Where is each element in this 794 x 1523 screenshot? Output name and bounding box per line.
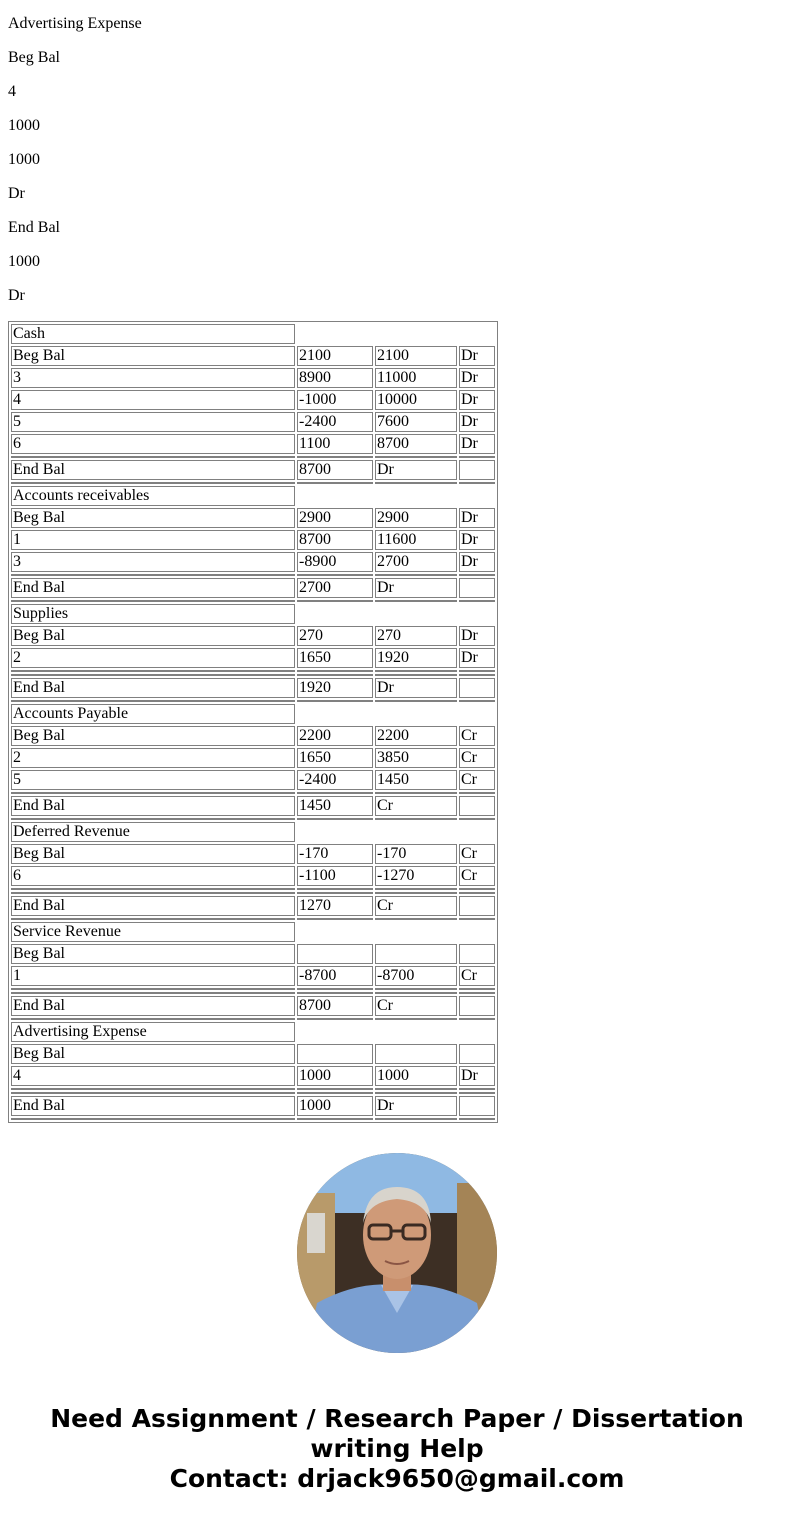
entry-balance-cell: 2200 xyxy=(375,726,457,746)
entry-balance-cell: 2900 xyxy=(375,508,457,528)
ledger-row xyxy=(11,390,495,410)
end-balance-row xyxy=(11,996,495,1016)
entry-balance-cell: -1270 xyxy=(375,866,457,886)
separator-cell xyxy=(297,888,373,890)
entry-side-cell: Cr xyxy=(459,966,495,986)
separator-cell xyxy=(297,992,373,994)
ledger-row xyxy=(11,748,495,768)
footer-line-1: Need Assignment / Research Paper / Dissertation xyxy=(50,1404,744,1433)
entry-side-cell xyxy=(459,1044,495,1064)
separator-row xyxy=(11,482,495,484)
separator-cell xyxy=(11,482,295,484)
ledger-row xyxy=(11,944,495,964)
separator-row xyxy=(11,892,495,894)
entry-side-cell: Dr xyxy=(459,346,495,366)
separator-row xyxy=(11,818,495,820)
account-title-row xyxy=(11,822,495,842)
separator-cell xyxy=(459,988,495,990)
intro-entry-amount: 1000 xyxy=(8,117,40,134)
separator-cell xyxy=(11,1088,295,1090)
end-balance-row xyxy=(11,1096,495,1116)
separator-cell xyxy=(297,892,373,894)
separator-cell xyxy=(297,600,373,602)
intro-end-amount: 1000 xyxy=(8,253,40,270)
separator-cell xyxy=(11,1118,295,1120)
end-amount-cell: 1270 xyxy=(297,896,373,916)
separator-cell xyxy=(297,818,373,820)
separator-cell xyxy=(375,888,457,890)
title-filler xyxy=(297,324,495,344)
separator-cell xyxy=(375,992,457,994)
separator-cell xyxy=(375,482,457,484)
separator-cell xyxy=(459,888,495,890)
ledger-row xyxy=(11,726,495,746)
separator-row xyxy=(11,670,495,672)
separator-cell xyxy=(11,892,295,894)
separator-cell xyxy=(459,600,495,602)
entry-side-cell: Dr xyxy=(459,412,495,432)
separator-cell xyxy=(459,674,495,676)
ledger-row xyxy=(11,508,495,528)
entry-balance-cell: 11000 xyxy=(375,368,457,388)
separator-cell xyxy=(459,792,495,794)
entry-amount-cell: 1650 xyxy=(297,648,373,668)
separator-cell xyxy=(11,600,295,602)
separator-cell xyxy=(375,792,457,794)
entry-ref-cell: Beg Bal xyxy=(11,508,295,528)
entry-amount-cell xyxy=(297,1044,373,1064)
entry-amount-cell: 270 xyxy=(297,626,373,646)
separator-row xyxy=(11,1118,495,1120)
ledger-row xyxy=(11,1044,495,1064)
separator-row xyxy=(11,1088,495,1090)
separator-cell xyxy=(375,1018,457,1020)
end-label-cell: End Bal xyxy=(11,578,295,598)
separator-row xyxy=(11,600,495,602)
separator-row xyxy=(11,674,495,676)
separator-cell xyxy=(459,892,495,894)
entry-side-cell: Cr xyxy=(459,770,495,790)
entry-amount-cell: -1100 xyxy=(297,866,373,886)
separator-cell xyxy=(375,674,457,676)
entry-ref-cell: 3 xyxy=(11,368,295,388)
entry-balance-cell: -170 xyxy=(375,844,457,864)
entry-side-cell xyxy=(459,944,495,964)
entry-side-cell: Dr xyxy=(459,508,495,528)
entry-ref-cell: 5 xyxy=(11,770,295,790)
separator-row xyxy=(11,574,495,576)
account-title-row xyxy=(11,922,495,942)
author-avatar xyxy=(297,1153,497,1353)
entry-ref-cell: 5 xyxy=(11,412,295,432)
ledger-table xyxy=(8,321,498,1123)
entry-side-cell: Cr xyxy=(459,748,495,768)
entry-ref-cell: Beg Bal xyxy=(11,346,295,366)
entry-balance-cell xyxy=(375,944,457,964)
end-label-cell: End Bal xyxy=(11,678,295,698)
entry-amount-cell: 1000 xyxy=(297,1066,373,1086)
entry-amount-cell: 2200 xyxy=(297,726,373,746)
separator-cell xyxy=(297,456,373,458)
separator-cell xyxy=(11,670,295,672)
separator-row xyxy=(11,1092,495,1094)
entry-ref-cell: Beg Bal xyxy=(11,844,295,864)
separator-cell xyxy=(375,456,457,458)
entry-ref-cell: 2 xyxy=(11,648,295,668)
end-side-cell: Dr xyxy=(375,578,457,598)
account-title: Supplies xyxy=(11,604,295,624)
end-side-cell: Dr xyxy=(375,678,457,698)
separator-cell xyxy=(297,482,373,484)
end-side-cell: Dr xyxy=(375,460,457,480)
entry-balance-cell: 11600 xyxy=(375,530,457,550)
entry-side-cell: Dr xyxy=(459,390,495,410)
end-label-cell: End Bal xyxy=(11,796,295,816)
separator-cell xyxy=(459,918,495,920)
end-balance-row xyxy=(11,796,495,816)
entry-amount-cell: 2100 xyxy=(297,346,373,366)
entry-balance-cell: 7600 xyxy=(375,412,457,432)
footer-line-2: writing Help xyxy=(310,1434,484,1463)
separator-row xyxy=(11,992,495,994)
end-label-cell: End Bal xyxy=(11,996,295,1016)
end-blank-cell xyxy=(459,460,495,480)
entry-balance-cell: 1000 xyxy=(375,1066,457,1086)
entry-amount-cell: -8700 xyxy=(297,966,373,986)
separator-cell xyxy=(375,700,457,702)
separator-cell xyxy=(459,456,495,458)
entry-ref-cell: Beg Bal xyxy=(11,1044,295,1064)
end-label-cell: End Bal xyxy=(11,896,295,916)
separator-cell xyxy=(459,670,495,672)
separator-cell xyxy=(297,792,373,794)
separator-row xyxy=(11,888,495,890)
entry-ref-cell: 3 xyxy=(11,552,295,572)
account-title: Advertising Expense xyxy=(11,1022,295,1042)
separator-cell xyxy=(375,818,457,820)
end-balance-row xyxy=(11,460,495,480)
separator-cell xyxy=(459,1088,495,1090)
separator-cell xyxy=(375,1088,457,1090)
entry-side-cell: Cr xyxy=(459,726,495,746)
entry-balance-cell: 1450 xyxy=(375,770,457,790)
ledger-row xyxy=(11,626,495,646)
entry-ref-cell: 6 xyxy=(11,866,295,886)
separator-cell xyxy=(11,918,295,920)
separator-row xyxy=(11,456,495,458)
separator-cell xyxy=(375,1118,457,1120)
separator-cell xyxy=(459,1018,495,1020)
intro-end-side: Dr xyxy=(8,287,25,304)
separator-cell xyxy=(297,670,373,672)
separator-row xyxy=(11,792,495,794)
entry-side-cell: Dr xyxy=(459,1066,495,1086)
end-blank-cell xyxy=(459,678,495,698)
intro-beg-label: Beg Bal xyxy=(8,49,60,66)
separator-cell xyxy=(375,892,457,894)
end-amount-cell: 2700 xyxy=(297,578,373,598)
separator-cell xyxy=(297,1018,373,1020)
end-amount-cell: 1450 xyxy=(297,796,373,816)
separator-row xyxy=(11,918,495,920)
separator-cell xyxy=(459,1092,495,1094)
separator-cell xyxy=(375,600,457,602)
end-side-cell: Dr xyxy=(375,1096,457,1116)
entry-ref-cell: 6 xyxy=(11,434,295,454)
end-amount-cell: 8700 xyxy=(297,460,373,480)
separator-cell xyxy=(297,988,373,990)
separator-cell xyxy=(11,992,295,994)
end-amount-cell: 1920 xyxy=(297,678,373,698)
account-title: Deferred Revenue xyxy=(11,822,295,842)
title-filler xyxy=(297,486,495,506)
account-title: Cash xyxy=(11,324,295,344)
separator-cell xyxy=(297,1092,373,1094)
entry-side-cell: Cr xyxy=(459,866,495,886)
ledger-row xyxy=(11,346,495,366)
separator-cell xyxy=(11,988,295,990)
entry-balance-cell: -8700 xyxy=(375,966,457,986)
separator-cell xyxy=(11,1018,295,1020)
entry-balance-cell: 2100 xyxy=(375,346,457,366)
entry-ref-cell: 4 xyxy=(11,1066,295,1086)
ledger-row xyxy=(11,844,495,864)
separator-cell xyxy=(11,456,295,458)
account-title-row xyxy=(11,486,495,506)
separator-row xyxy=(11,700,495,702)
ledger-row xyxy=(11,966,495,986)
end-blank-cell xyxy=(459,896,495,916)
ledger-row xyxy=(11,434,495,454)
entry-side-cell: Dr xyxy=(459,648,495,668)
title-filler xyxy=(297,604,495,624)
entry-amount-cell: 1100 xyxy=(297,434,373,454)
entry-ref-cell: Beg Bal xyxy=(11,944,295,964)
end-label-cell: End Bal xyxy=(11,460,295,480)
entry-amount-cell: -1000 xyxy=(297,390,373,410)
entry-balance-cell: 3850 xyxy=(375,748,457,768)
entry-amount-cell: -2400 xyxy=(297,412,373,432)
separator-cell xyxy=(297,1088,373,1090)
separator-cell xyxy=(11,818,295,820)
entry-amount-cell: -170 xyxy=(297,844,373,864)
account-title-row xyxy=(11,1022,495,1042)
end-amount-cell: 1000 xyxy=(297,1096,373,1116)
ledger-row xyxy=(11,866,495,886)
account-title: Service Revenue xyxy=(11,922,295,942)
ledger-row xyxy=(11,368,495,388)
separator-cell xyxy=(297,700,373,702)
entry-balance-cell xyxy=(375,1044,457,1064)
separator-cell xyxy=(375,574,457,576)
entry-balance-cell: 1920 xyxy=(375,648,457,668)
account-title-row xyxy=(11,324,495,344)
separator-cell xyxy=(297,674,373,676)
entry-amount-cell: 8900 xyxy=(297,368,373,388)
end-blank-cell xyxy=(459,796,495,816)
intro-entry-ref: 4 xyxy=(8,83,16,100)
entry-side-cell: Dr xyxy=(459,368,495,388)
entry-amount-cell: 1650 xyxy=(297,748,373,768)
entry-ref-cell: 4 xyxy=(11,390,295,410)
entry-side-cell: Cr xyxy=(459,844,495,864)
intro-end-label: End Bal xyxy=(8,219,60,236)
account-title-row xyxy=(11,604,495,624)
separator-cell xyxy=(459,992,495,994)
account-title-row xyxy=(11,704,495,724)
separator-cell xyxy=(297,1118,373,1120)
separator-cell xyxy=(375,988,457,990)
account-title: Accounts receivables xyxy=(11,486,295,506)
entry-balance-cell: 2700 xyxy=(375,552,457,572)
entry-amount-cell: -2400 xyxy=(297,770,373,790)
separator-cell xyxy=(297,918,373,920)
separator-cell xyxy=(459,574,495,576)
end-blank-cell xyxy=(459,996,495,1016)
end-label-cell: End Bal xyxy=(11,1096,295,1116)
ledger-row xyxy=(11,412,495,432)
separator-cell xyxy=(375,918,457,920)
separator-cell xyxy=(11,792,295,794)
end-side-cell: Cr xyxy=(375,796,457,816)
separator-cell xyxy=(375,1092,457,1094)
entry-ref-cell: 1 xyxy=(11,530,295,550)
end-amount-cell: 8700 xyxy=(297,996,373,1016)
footer-contact: Contact: drjack9650@gmail.com xyxy=(169,1464,625,1493)
ledger-row xyxy=(11,552,495,572)
entry-side-cell: Dr xyxy=(459,552,495,572)
intro-entry-side: Dr xyxy=(8,185,25,202)
end-blank-cell xyxy=(459,1096,495,1116)
separator-cell xyxy=(459,1118,495,1120)
title-filler xyxy=(297,922,495,942)
entry-side-cell: Dr xyxy=(459,530,495,550)
separator-cell xyxy=(375,670,457,672)
entry-balance-cell: 10000 xyxy=(375,390,457,410)
ledger-row xyxy=(11,770,495,790)
separator-cell xyxy=(11,888,295,890)
title-filler xyxy=(297,704,495,724)
end-balance-row xyxy=(11,678,495,698)
end-side-cell: Cr xyxy=(375,896,457,916)
entry-amount-cell xyxy=(297,944,373,964)
separator-row xyxy=(11,1018,495,1020)
end-balance-row xyxy=(11,896,495,916)
separator-cell xyxy=(11,700,295,702)
entry-balance-cell: 8700 xyxy=(375,434,457,454)
entry-amount-cell: 2900 xyxy=(297,508,373,528)
entry-amount-cell: -8900 xyxy=(297,552,373,572)
ledger-row xyxy=(11,1066,495,1086)
ledger-body xyxy=(11,324,495,1120)
entry-balance-cell: 270 xyxy=(375,626,457,646)
separator-cell xyxy=(459,482,495,484)
ledger-row xyxy=(11,530,495,550)
entry-amount-cell: 8700 xyxy=(297,530,373,550)
separator-row xyxy=(11,988,495,990)
entry-side-cell: Dr xyxy=(459,626,495,646)
separator-cell xyxy=(11,574,295,576)
end-blank-cell xyxy=(459,578,495,598)
intro-title: Advertising Expense xyxy=(8,15,142,32)
author-photo-image xyxy=(297,1153,497,1353)
entry-ref-cell: Beg Bal xyxy=(11,726,295,746)
footer-promo xyxy=(0,1404,794,1494)
entry-side-cell: Dr xyxy=(459,434,495,454)
entry-ref-cell: 2 xyxy=(11,748,295,768)
title-filler xyxy=(297,1022,495,1042)
separator-cell xyxy=(11,674,295,676)
end-side-cell: Cr xyxy=(375,996,457,1016)
separator-cell xyxy=(459,700,495,702)
ledger-row xyxy=(11,648,495,668)
account-title: Accounts Payable xyxy=(11,704,295,724)
separator-cell xyxy=(297,574,373,576)
end-balance-row xyxy=(11,578,495,598)
entry-ref-cell: 1 xyxy=(11,966,295,986)
intro-entry-balance: 1000 xyxy=(8,151,40,168)
separator-cell xyxy=(11,1092,295,1094)
entry-ref-cell: Beg Bal xyxy=(11,626,295,646)
separator-cell xyxy=(459,818,495,820)
title-filler xyxy=(297,822,495,842)
